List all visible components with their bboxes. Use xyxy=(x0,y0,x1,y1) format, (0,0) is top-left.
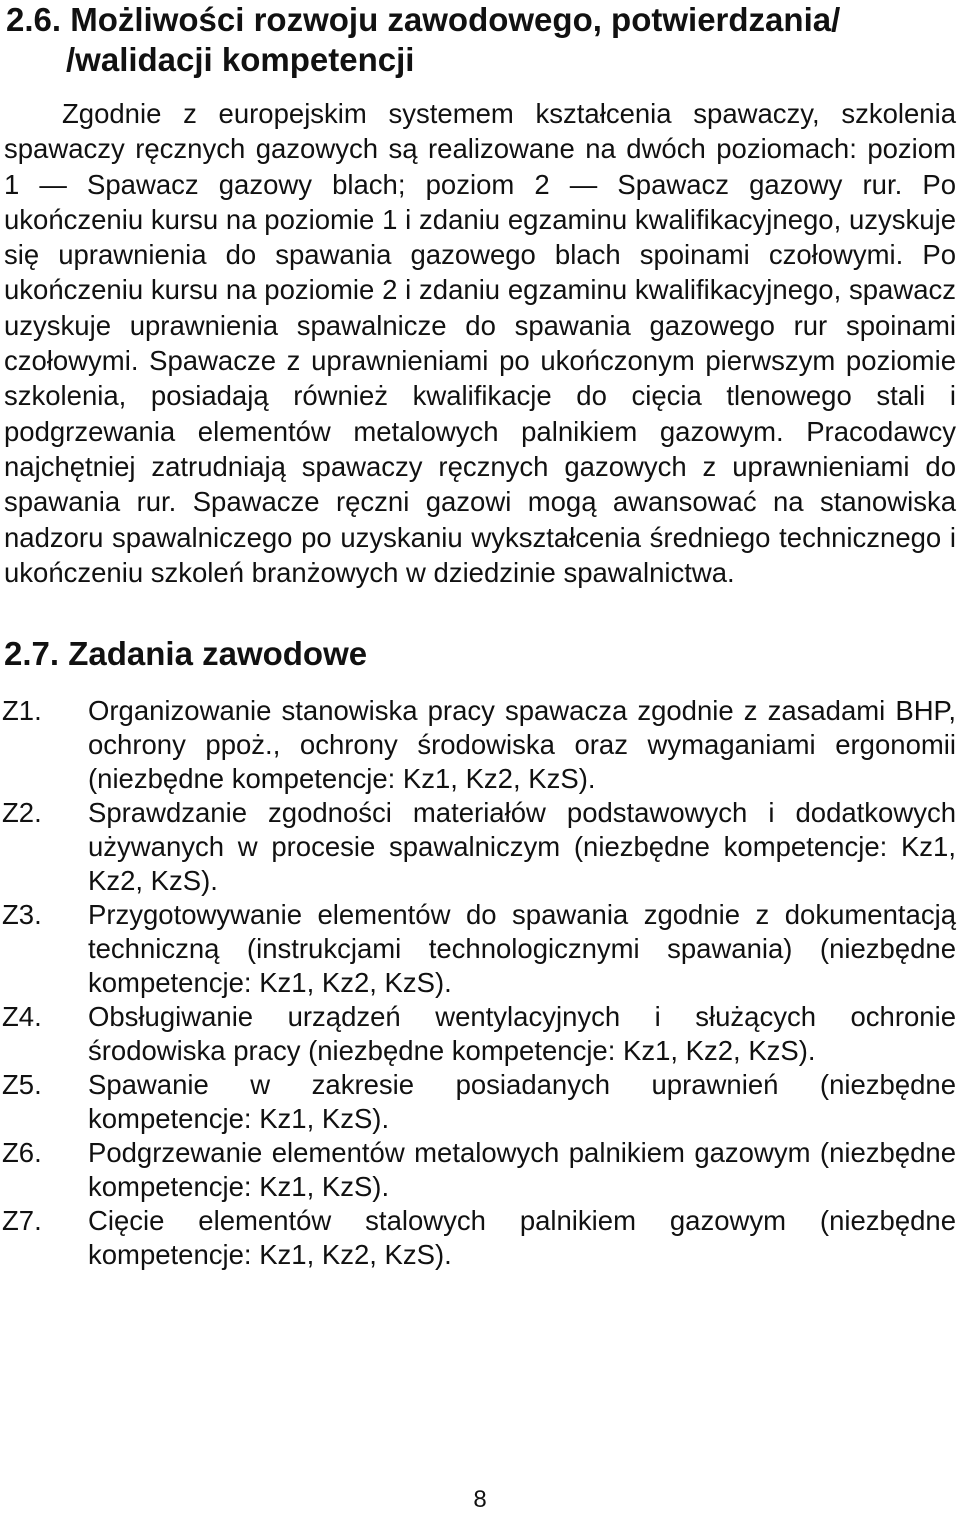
page-number: 8 xyxy=(473,1486,487,1513)
section-title-line-1: Możliwości rozwoju zawodowego, potwierdzania/ xyxy=(70,1,841,38)
task-list xyxy=(0,694,956,1272)
section-number: 2.6. xyxy=(6,1,62,38)
task-number: Z2. xyxy=(2,797,42,828)
task-text: Podgrzewanie elementów metalowych palnikiem gazowym (niezbędne kompetencje: Kz1, KzS). xyxy=(88,1137,956,1202)
task-item xyxy=(0,796,956,898)
task-item xyxy=(0,694,956,796)
task-number: Z1. xyxy=(2,695,42,726)
task-number: Z4. xyxy=(2,1001,42,1032)
task-text: Cięcie elementów stalowych palnikiem gazowym (niezbędne kompetencje: Kz1, Kz2, KzS). xyxy=(88,1205,956,1270)
section-title: Zadania zawodowe xyxy=(68,635,368,672)
task-number: Z6. xyxy=(2,1137,42,1168)
intro-paragraph: Zgodnie z europejskim systemem kształcenia spawaczy, szkolenia spawaczy ręcznych gazowych są realizowane na dwóch poziomach: poziom 1 — Spawacz gazowy blach; poziom 2 — Spawacz gazowy rur. Po ukończeniu kursu na poziomie 1 i zdaniu egzaminu kwalifikacyjnego, uzyskuje się uprawnienia do spawania gazowego blach spoinami czołowymi. Po ukończeniu kursu na poziomie 2 i zdaniu egzaminu kwalifikacyjnego, spawacz uzyskuje uprawnienia spawalnicze do spawania gazowego rur spoinami czołowymi. Spawacze z uprawnieniami po ukończonym pierwszym poziomie szkolenia, posiadają również kwalifikacje do cięcia tlenowego stali i podgrzewania elementów metalowych palnikiem gazowym. Pracodawcy najchętniej zatrudniają spawaczy ręcznych gazowych z uprawnieniami do spawania rur. Spawacze ręczni gazowi mogą awansować na stanowiska nadzoru spawalniczego po uzyskaniu wykształcenia średniego technicznego i ukończeniu szkoleń branżowych w dziedzinie spawalnictwa. xyxy=(4,98,956,588)
task-item xyxy=(0,1068,956,1136)
task-text: Spawanie w zakresie posiadanych uprawnień (niezbędne kompetencje: Kz1, KzS). xyxy=(88,1069,956,1134)
task-item xyxy=(0,898,956,1000)
section-heading-2-6 xyxy=(6,0,956,80)
task-text: Obsługiwanie urządzeń wentylacyjnych i służących ochronie środowiska pracy (niezbędne kompetencje: Kz1, Kz2, KzS). xyxy=(88,1001,956,1066)
task-number: Z3. xyxy=(2,899,42,930)
task-text: Sprawdzanie zgodności materiałów podstawowych i dodatkowych używanych w procesie spawalniczym (niezbędne kompetencje: Kz1, Kz2, KzS). xyxy=(88,797,956,896)
section-heading-2-7 xyxy=(4,634,367,674)
section-number: 2.7. xyxy=(4,635,60,672)
task-text: Przygotowywanie elementów do spawania zgodnie z dokumentacją techniczną (instrukcjami technologicznymi spawania) (niezbędne kompetencje: Kz1, Kz2, KzS). xyxy=(88,899,956,998)
task-number: Z5. xyxy=(2,1069,42,1100)
task-item xyxy=(0,1204,956,1272)
section-title-line-2: /walidacji kompetencji xyxy=(66,41,415,78)
task-number: Z7. xyxy=(2,1205,42,1236)
task-item xyxy=(0,1000,956,1068)
task-text: Organizowanie stanowiska pracy spawacza zgodnie z zasadami BHP, ochrony ppoż., ochrony środowiska oraz wymaganiami ergonomii (niezbędne kompetencje: Kz1, Kz2, KzS). xyxy=(88,695,956,794)
task-item xyxy=(0,1136,956,1204)
